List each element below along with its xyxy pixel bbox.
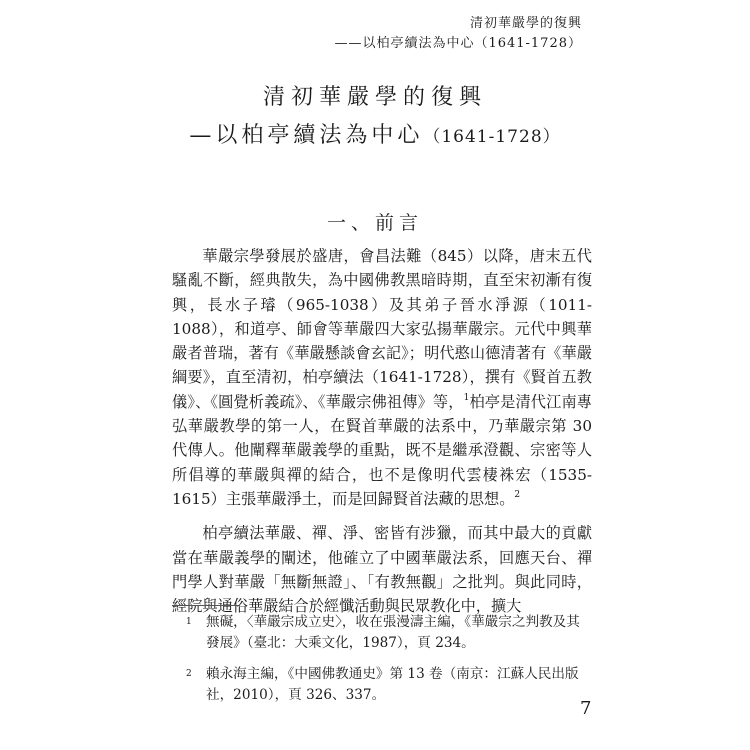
footnote-ref-2[interactable]: 2 xyxy=(514,489,521,500)
chapter-subtitle xyxy=(0,118,750,149)
footnote-ref-1[interactable]: 1 xyxy=(463,392,470,403)
page-number: 7 xyxy=(580,698,592,719)
chapter-subtitle-years: （1641-1728） xyxy=(423,127,561,147)
paragraph-text: 華嚴宗學發展於盛唐，會昌法難（845）以降，唐末五代騷亂不斷，經典散失，為中國佛教黑暗時期，直至宋初漸有復興，長水子璿（965-1038）及其弟子晉水淨源（1011-1088），和道亭、師會等華嚴四大家弘揚華嚴宗。元代中興華嚴者普瑞，著有《華嚴懸談會玄記》；明代憨山德清著有《華嚴綱要》，直至清初，柏亭續法（1641-1728），撰有《賢首五教儀》、《圓覺析義疏》、《華嚴宗佛祖傳》等， xyxy=(172,247,592,411)
paragraph-text: 柏亭是清代江南專弘華嚴教學的第一人，在賢首華嚴的法系中，乃華嚴宗第 30 代傳人。他闡釋華嚴義學的重點，既不是繼承澄觀、宗密等人所倡導的華嚴與禪的結合，也不是像明代雲棲袾宏（1535-1615）主張華嚴淨土，而是回歸賢首法藏的思想。 xyxy=(172,392,592,508)
paragraph-text: 柏亭續法華嚴、禪、淨、密皆有涉獵，而其中最大的貢獻當在華嚴義學的闡述，他確立了中國華嚴法系，回應天台、禪門學人對華嚴「無斷無證」、「有教無觀」之批判。與此同時，經院與通俗華嚴結合於經懺活動與民眾教化中，擴大 xyxy=(172,524,592,616)
chapter-title: 清初華嚴學的復興 xyxy=(262,85,487,110)
section-heading: 一、前言 xyxy=(326,212,423,234)
body-text xyxy=(172,244,592,628)
paragraph-1 xyxy=(172,244,592,511)
running-head-subtitle: ——以柏亭續法為中心（1641-1728） xyxy=(334,36,582,51)
chapter-subtitle-text: —以柏亭續法為中心 xyxy=(189,123,424,148)
footnote-text: 賴永海主編，《中國佛教通史》第 13 卷（南京：江蘇人民出版社，2010），頁 326、337。 xyxy=(206,666,579,703)
footnote-text: 無礙，〈華嚴宗成立史〉，收在張漫濤主編，《華嚴宗之判教及其發展》（臺北：大乘文化，1987），頁 234。 xyxy=(206,614,580,651)
footnote-1 xyxy=(172,612,592,654)
footnote-number: 1 xyxy=(186,617,192,627)
running-head xyxy=(334,14,582,54)
footnote-divider xyxy=(172,605,240,606)
footnotes xyxy=(172,612,592,716)
footnote-2 xyxy=(172,664,592,706)
running-head-title: 清初華嚴學的復興 xyxy=(469,16,582,31)
paragraph-2 xyxy=(172,521,592,618)
footnote-number: 2 xyxy=(186,669,192,679)
